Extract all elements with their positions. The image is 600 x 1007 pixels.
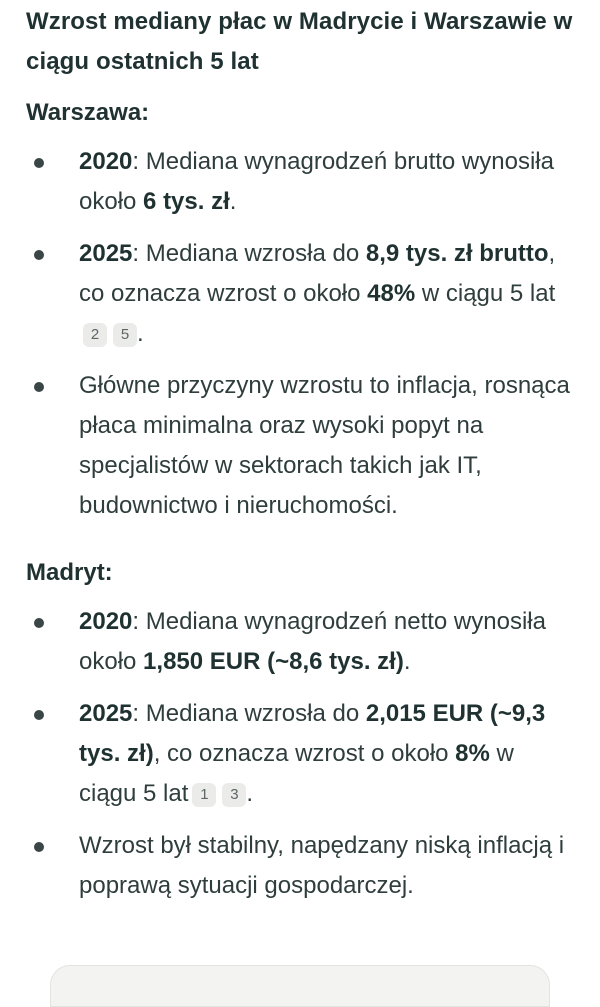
year-label: 2025 — [79, 240, 133, 267]
warsaw-list — [26, 142, 574, 526]
item-bold-value: 48% — [367, 280, 416, 307]
item-text: Wzrost był stabilny, napędzany niską inflacją i poprawą sytuacji gospodarczej. — [79, 832, 565, 899]
item-text: , co oznacza wzrost o około — [79, 240, 556, 307]
year-label: 2020 — [79, 148, 133, 175]
bullet-dot — [34, 710, 44, 720]
citation-badge[interactable]: 3 — [222, 783, 246, 807]
item-text: w ciągu 5 lat — [79, 740, 514, 807]
citation-badge[interactable]: 5 — [113, 323, 137, 347]
list-item — [26, 694, 574, 814]
item-bold-value: 2,015 EUR (~9,3 tys. zł) — [79, 700, 546, 767]
item-text: Główne przyczyny wzrostu to inflacja, rosnąca płaca minimalna oraz wysoki popyt na specjalistów w sektorach takich jak IT, budownictwo i nieruchomości. — [79, 372, 570, 519]
section-heading-warsaw: Warszawa: — [26, 99, 150, 126]
bullet-dot — [34, 250, 44, 260]
item-text: : Mediana wzrosła do — [132, 240, 366, 267]
item-text: . — [137, 320, 144, 347]
item-text: . — [403, 648, 411, 675]
bullet-dot — [34, 158, 44, 168]
bullet-dot — [34, 618, 44, 628]
item-text: , co oznacza wzrost o około — [153, 740, 456, 767]
list-item — [26, 826, 574, 906]
item-bold-value: 6 tys. zł — [143, 188, 230, 215]
item-text: : Mediana wzrosła do — [132, 700, 366, 727]
item-text: : Mediana wynagrodzeń brutto wynosiła około — [79, 148, 554, 215]
item-text: . — [246, 780, 254, 807]
item-text: w ciągu 5 lat — [415, 280, 556, 307]
madrid-list — [26, 602, 574, 906]
item-bold-value: 1,850 EUR (~8,6 tys. zł) — [143, 648, 404, 675]
item-text: : Mediana wynagrodzeń netto wynosiła około — [79, 608, 546, 675]
year-label: 2020 — [79, 608, 133, 635]
citation-badge[interactable]: 1 — [192, 783, 216, 807]
chat-input-bar[interactable] — [50, 965, 550, 1007]
list-item — [26, 234, 574, 354]
bullet-dot — [34, 382, 44, 392]
item-bold-value: 8,9 tys. zł brutto — [365, 240, 549, 267]
bullet-dot — [34, 842, 44, 852]
item-bold-value: 8% — [455, 740, 490, 767]
list-item — [26, 602, 574, 682]
year-label: 2025 — [79, 700, 133, 727]
list-item — [26, 366, 574, 526]
list-item — [26, 142, 574, 222]
section-heading-madrid: Madryt: — [26, 559, 113, 586]
answer-title: Wzrost mediany płac w Madrycie i Warszawie w ciągu ostatnich 5 lat — [26, 8, 573, 75]
citation-badge[interactable]: 2 — [83, 323, 107, 347]
item-text: . — [229, 188, 237, 215]
